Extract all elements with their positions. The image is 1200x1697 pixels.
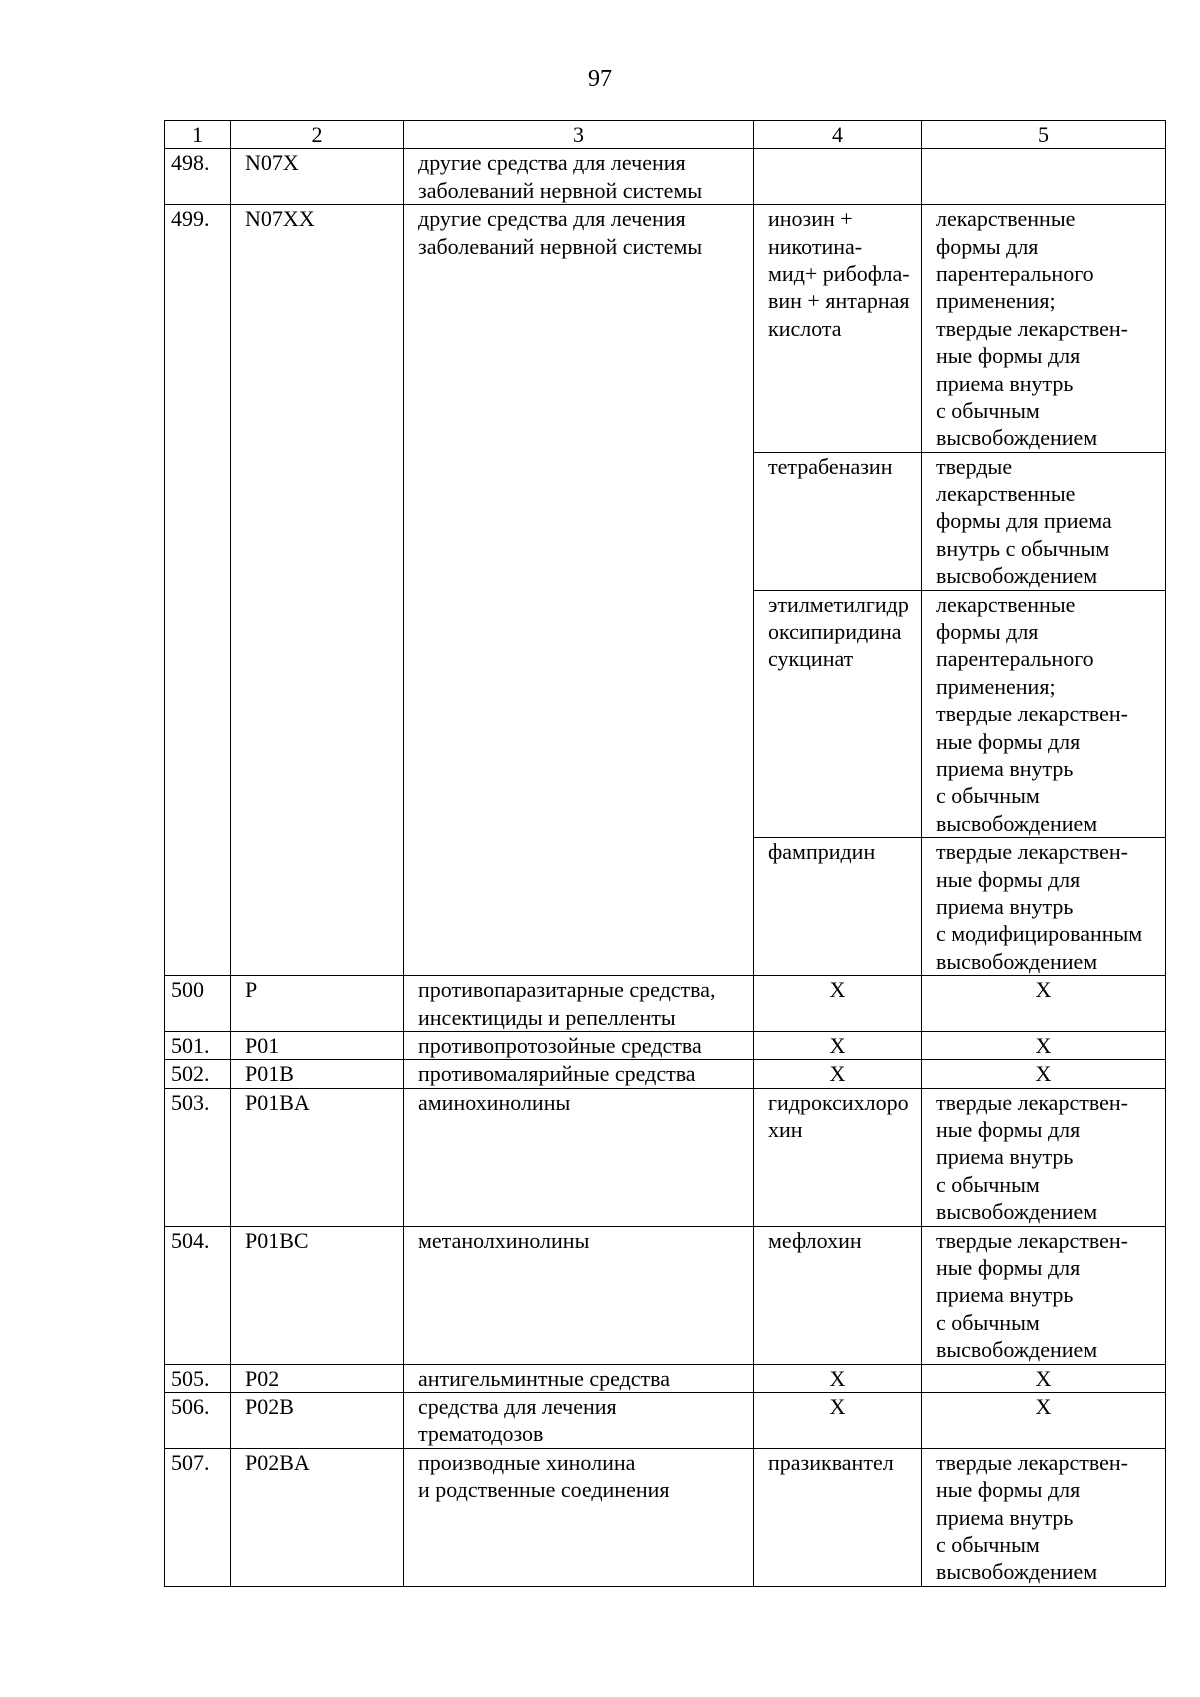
dosage-form-line: с обычным (936, 1309, 1040, 1335)
group-name-line: противомалярийные средства (418, 1061, 696, 1087)
group-name-cell (404, 1088, 754, 1226)
dosage-form-line: с обычным (936, 1531, 1040, 1557)
table-row (165, 1448, 1166, 1586)
drug-cell-mark-text: X (829, 1365, 846, 1391)
drug-name-line: гидроксихлоро (768, 1089, 909, 1115)
dosage-form-cell (922, 838, 1166, 976)
atc-code-cell-text: N07XX (245, 206, 315, 232)
table-row (165, 1031, 1166, 1059)
drug-cell-mark-text: X (829, 1061, 846, 1087)
drug-cell-mark (754, 1364, 922, 1392)
dosage-form-line: высвобождением (936, 1337, 1098, 1363)
group-name-line: противопротозойные средства (418, 1032, 702, 1058)
dosage-form-line: приема внутрь (936, 370, 1074, 396)
drug-cell-mark (754, 1031, 922, 1059)
dosage-form-line: ные формы для (936, 343, 1081, 369)
drug-name-line: тетрабеназин (768, 453, 893, 479)
drug-name-line: вин + янтарная (768, 288, 910, 314)
drug-name-cell (754, 590, 922, 838)
row-number-cell (165, 1364, 231, 1392)
dosage-form-line: применения; (936, 288, 1056, 314)
column-number-4: 4 (754, 121, 922, 149)
group-name-line: антигельминтные средства (418, 1365, 671, 1391)
drug-name-line: фампридин (768, 839, 876, 865)
atc-code-cell-text: P02B (245, 1393, 294, 1419)
drug-name-line: хин (768, 1117, 803, 1143)
drug-name-cell (754, 452, 922, 590)
page-number: 97 (588, 66, 612, 92)
atc-code-cell (231, 205, 404, 976)
atc-code-cell (231, 1448, 404, 1586)
atc-code-cell (231, 1060, 404, 1088)
dosage-form-line: ные формы для (936, 1477, 1081, 1503)
row-number-cell-text: 504. (171, 1227, 210, 1253)
table-row (165, 1226, 1166, 1364)
dosage-form-line: с модифицированным (936, 921, 1143, 947)
drug-name-cell (754, 1226, 922, 1364)
group-name-line: другие средства для лечения (418, 206, 686, 232)
form-cell-mark (922, 1364, 1166, 1392)
column-number-5: 5 (922, 121, 1166, 149)
dosage-form-line: с обычным (936, 1171, 1040, 1197)
table-row (165, 1392, 1166, 1448)
dosage-form-cell (922, 452, 1166, 590)
dosage-form-line: твердые лекарствен- (936, 839, 1128, 865)
dosage-form-line: приема внутрь (936, 1144, 1074, 1170)
table-row (165, 1060, 1166, 1088)
dosage-form-line: приема внутрь (936, 1504, 1074, 1530)
atc-code-cell (231, 1226, 404, 1364)
group-name-line: аминохинолины (418, 1089, 571, 1115)
drug-name-cell (754, 838, 922, 976)
atc-code-cell-text: P01B (245, 1061, 294, 1087)
dosage-form-line: высвобождением (936, 1199, 1098, 1225)
group-name-line: заболеваний нервной системы (418, 233, 703, 259)
dosage-form-cell (922, 590, 1166, 838)
form-cell-mark (922, 1031, 1166, 1059)
group-name-line: трематодозов (418, 1421, 544, 1447)
column-number-2: 2 (231, 121, 404, 149)
atc-code-cell (231, 1088, 404, 1226)
dosage-form-line: с обычным (936, 783, 1040, 809)
drug-name-cell (754, 1088, 922, 1226)
atc-code-cell-text: N07X (245, 150, 299, 176)
dosage-form-line: парентерального (936, 646, 1094, 672)
atc-code-cell-text: P02BA (245, 1449, 310, 1475)
form-cell-mark-text: X (1035, 1032, 1052, 1058)
row-number-cell (165, 1448, 231, 1586)
group-name-line: противопаразитарные средства, (418, 977, 716, 1003)
row-number-cell-text: 503. (171, 1089, 210, 1115)
dosage-form-line: твердые лекарствен- (936, 1449, 1128, 1475)
dosage-form-line: с обычным (936, 397, 1040, 423)
group-name-cell (404, 1364, 754, 1392)
dosage-form-line: высвобождением (936, 425, 1098, 451)
dosage-form-cell (922, 1226, 1166, 1364)
row-number-cell (165, 205, 231, 976)
group-name-line: средства для лечения (418, 1393, 617, 1419)
dosage-form-line: твердые (936, 453, 1013, 479)
row-number-cell-text: 507. (171, 1449, 210, 1475)
dosage-form-line: высвобождением (936, 948, 1098, 974)
dosage-form-line: внутрь с обычным (936, 535, 1110, 561)
table-row (165, 976, 1166, 1032)
row-number-cell-text: 505. (171, 1365, 210, 1391)
drug-name-line: оксипиридина (768, 619, 902, 645)
group-name-cell (404, 205, 754, 976)
drug-cell-mark (754, 1392, 922, 1448)
row-number-cell (165, 1031, 231, 1059)
row-number-cell-text: 499. (171, 206, 210, 232)
group-name-line: и родственные соединения (418, 1477, 670, 1503)
group-name-cell (404, 1226, 754, 1364)
drug-name-cell (754, 205, 922, 453)
group-name-line: метанолхинолины (418, 1227, 590, 1253)
group-name-line: заболеваний нервной системы (418, 177, 703, 203)
group-name-line: другие средства для лечения (418, 150, 686, 176)
dosage-form-cell (922, 1088, 1166, 1226)
drug-cell-empty (754, 149, 922, 205)
table-row (165, 205, 1166, 453)
atc-code-cell-text: P01BA (245, 1089, 310, 1115)
dosage-form-line: формы для (936, 233, 1039, 259)
dosage-form-line: применения; (936, 673, 1056, 699)
drug-name-line: кислота (768, 315, 842, 341)
group-name-cell (404, 149, 754, 205)
table-row (165, 1364, 1166, 1392)
medicines-table (164, 120, 1166, 1587)
row-number-cell-text: 506. (171, 1393, 210, 1419)
atc-code-cell (231, 149, 404, 205)
dosage-form-line: ные формы для (936, 728, 1081, 754)
row-number-cell (165, 1060, 231, 1088)
drug-cell-mark (754, 1060, 922, 1088)
drug-cell-mark-text: X (829, 1393, 846, 1419)
dosage-form-line: ные формы для (936, 1117, 1081, 1143)
column-number-1: 1 (165, 121, 231, 149)
dosage-form-line: твердые лекарствен- (936, 1089, 1128, 1115)
row-number-cell (165, 976, 231, 1032)
drug-cell-mark-text: X (829, 977, 846, 1003)
form-cell-mark-text: X (1035, 977, 1052, 1003)
row-number-cell-text: 500 (171, 977, 204, 1003)
dosage-form-line: формы для приема (936, 508, 1112, 534)
row-number-cell-text: 498. (171, 150, 210, 176)
drug-cell-mark (754, 976, 922, 1032)
group-name-cell (404, 976, 754, 1032)
atc-code-cell (231, 976, 404, 1032)
form-cell-mark (922, 976, 1166, 1032)
dosage-form-line: приема внутрь (936, 756, 1074, 781)
table-row (165, 149, 1166, 205)
column-number-row (165, 121, 1166, 149)
atc-code-cell-text: P01BC (245, 1227, 309, 1253)
form-cell-mark-text: X (1035, 1061, 1052, 1087)
dosage-form-line: твердые лекарствен- (936, 701, 1128, 727)
dosage-form-line: лекарственные (936, 481, 1076, 507)
form-cell-empty (922, 149, 1166, 205)
drug-name-line: инозин + (768, 206, 853, 232)
group-name-cell (404, 1031, 754, 1059)
drug-name-line: мефлохин (768, 1227, 862, 1253)
group-name-line: инсектициды и репелленты (418, 1004, 676, 1030)
dosage-form-line: ные формы для (936, 1255, 1081, 1281)
group-name-line: производные хинолина (418, 1449, 636, 1475)
dosage-form-cell (922, 1448, 1166, 1586)
medicines-table-body (165, 121, 1166, 1587)
atc-code-cell-text: P02 (245, 1365, 280, 1391)
column-number-3: 3 (404, 121, 754, 149)
dosage-form-line: высвобождением (936, 1559, 1098, 1585)
dosage-form-line: твердые лекарствен- (936, 1227, 1128, 1253)
atc-code-cell (231, 1392, 404, 1448)
form-cell-mark-text: X (1035, 1393, 1052, 1419)
row-number-cell (165, 1392, 231, 1448)
dosage-form-line: парентерального (936, 260, 1094, 286)
drug-name-line: мид+ рибофла- (768, 260, 910, 286)
atc-code-cell (231, 1031, 404, 1059)
dosage-form-line: высвобождением (936, 563, 1098, 589)
row-number-cell-text: 501. (171, 1032, 210, 1058)
drug-name-line: сукцинат (768, 646, 854, 672)
atc-code-cell (231, 1364, 404, 1392)
atc-code-cell-text: P01 (245, 1032, 280, 1058)
drug-name-cell (754, 1448, 922, 1586)
dosage-form-line: твердые лекарствен- (936, 315, 1128, 341)
group-name-cell (404, 1392, 754, 1448)
form-cell-mark-text: X (1035, 1365, 1052, 1391)
row-number-cell (165, 149, 231, 205)
group-name-cell (404, 1060, 754, 1088)
form-cell-mark (922, 1060, 1166, 1088)
dosage-form-cell (922, 205, 1166, 453)
dosage-form-line: приема внутрь (936, 1282, 1074, 1308)
dosage-form-line: формы для (936, 619, 1039, 645)
atc-code-cell-text: P (245, 977, 258, 1003)
form-cell-mark (922, 1392, 1166, 1448)
dosage-form-line: приема внутрь (936, 893, 1074, 919)
drug-cell-mark-text: X (829, 1032, 846, 1058)
row-number-cell-text: 502. (171, 1061, 210, 1087)
drug-name-line: никотина- (768, 233, 863, 259)
dosage-form-line: высвобождением (936, 810, 1098, 836)
row-number-cell (165, 1226, 231, 1364)
row-number-cell (165, 1088, 231, 1226)
dosage-form-line: ные формы для (936, 866, 1081, 892)
group-name-cell (404, 1448, 754, 1586)
dosage-form-line: лекарственные (936, 591, 1076, 617)
table-row (165, 1088, 1166, 1226)
dosage-form-line: лекарственные (936, 206, 1076, 232)
drug-name-line: празиквантел (768, 1449, 894, 1475)
drug-name-line: этилметилгидр (768, 591, 909, 617)
